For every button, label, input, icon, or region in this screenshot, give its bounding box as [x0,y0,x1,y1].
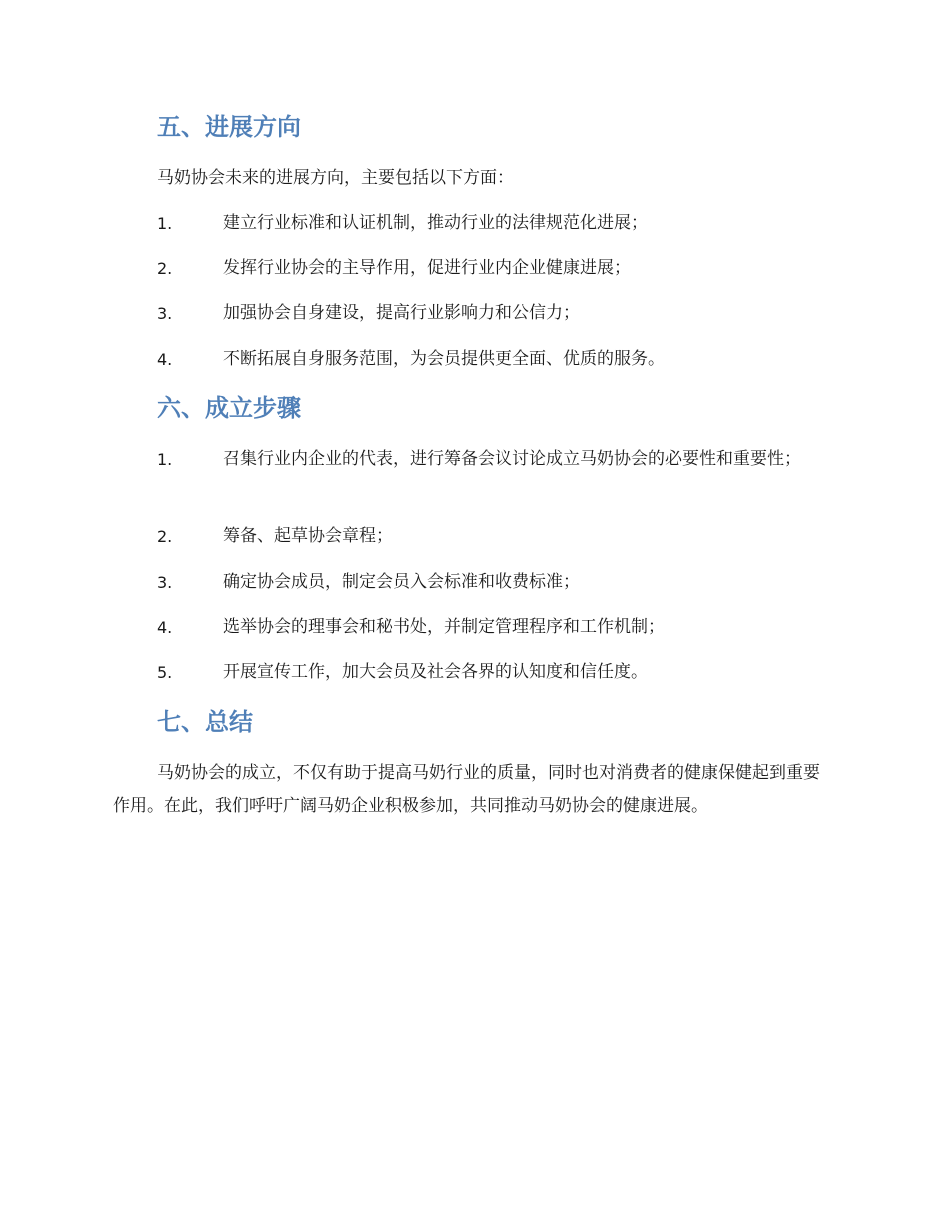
list-text: 确定协会成员，制定会员入会标准和收费标准； [223,572,580,592]
list-text: 不断拓展自身服务范围，为会员提供更全面、优质的服务。 [223,349,665,369]
section-heading-development-direction: 五、进展方向 [157,113,301,141]
list-item [113,297,828,330]
list-number: 3. [157,304,173,323]
list-text: 选举协会的理事会和秘书处，并制定管理程序和工作机制； [223,617,665,637]
list-item [113,252,828,285]
list-text: 开展宣传工作，加大会员及社会各界的认知度和信任度。 [223,662,648,682]
section-intro: 马奶协会未来的进展方向，主要包括以下方面： [157,168,514,188]
section-heading-establishment-steps: 六、成立步骤 [157,394,301,422]
list-number: 1. [157,450,173,469]
list-text: 建立行业标准和认证机制，推动行业的法律规范化进展； [223,213,648,233]
list-number: 4. [157,618,173,637]
list-number: 4. [157,350,173,369]
section-heading-summary: 七、总结 [157,708,253,736]
list-text: 加强协会自身建设，提高行业影响力和公信力； [223,303,580,323]
list-item [113,566,828,599]
list-item [113,443,828,476]
list-number: 5. [157,663,173,682]
list-text: 发挥行业协会的主导作用，促进行业内企业健康进展； [223,258,631,278]
list-number: 2. [157,527,173,546]
summary-paragraph: 马奶协会的成立，不仅有助于提高马奶行业的质量，同时也对消费者的健康保健起到重要作用。在此，我们呼吁广阔马奶企业积极参加，共同推动马奶协会的健康进展。 [113,763,820,816]
list-item [113,656,828,689]
list-item [113,611,828,644]
list-number: 2. [157,259,173,278]
list-text: 召集行业内企业的代表，进行筹备会议讨论成立马奶协会的必要性和重要性； [223,449,801,469]
list-number: 3. [157,573,173,592]
list-item [113,207,828,240]
list-item [113,343,828,376]
list-number: 1. [157,214,173,233]
list-text: 筹备、起草协会章程； [223,526,393,546]
list-item [113,520,828,553]
